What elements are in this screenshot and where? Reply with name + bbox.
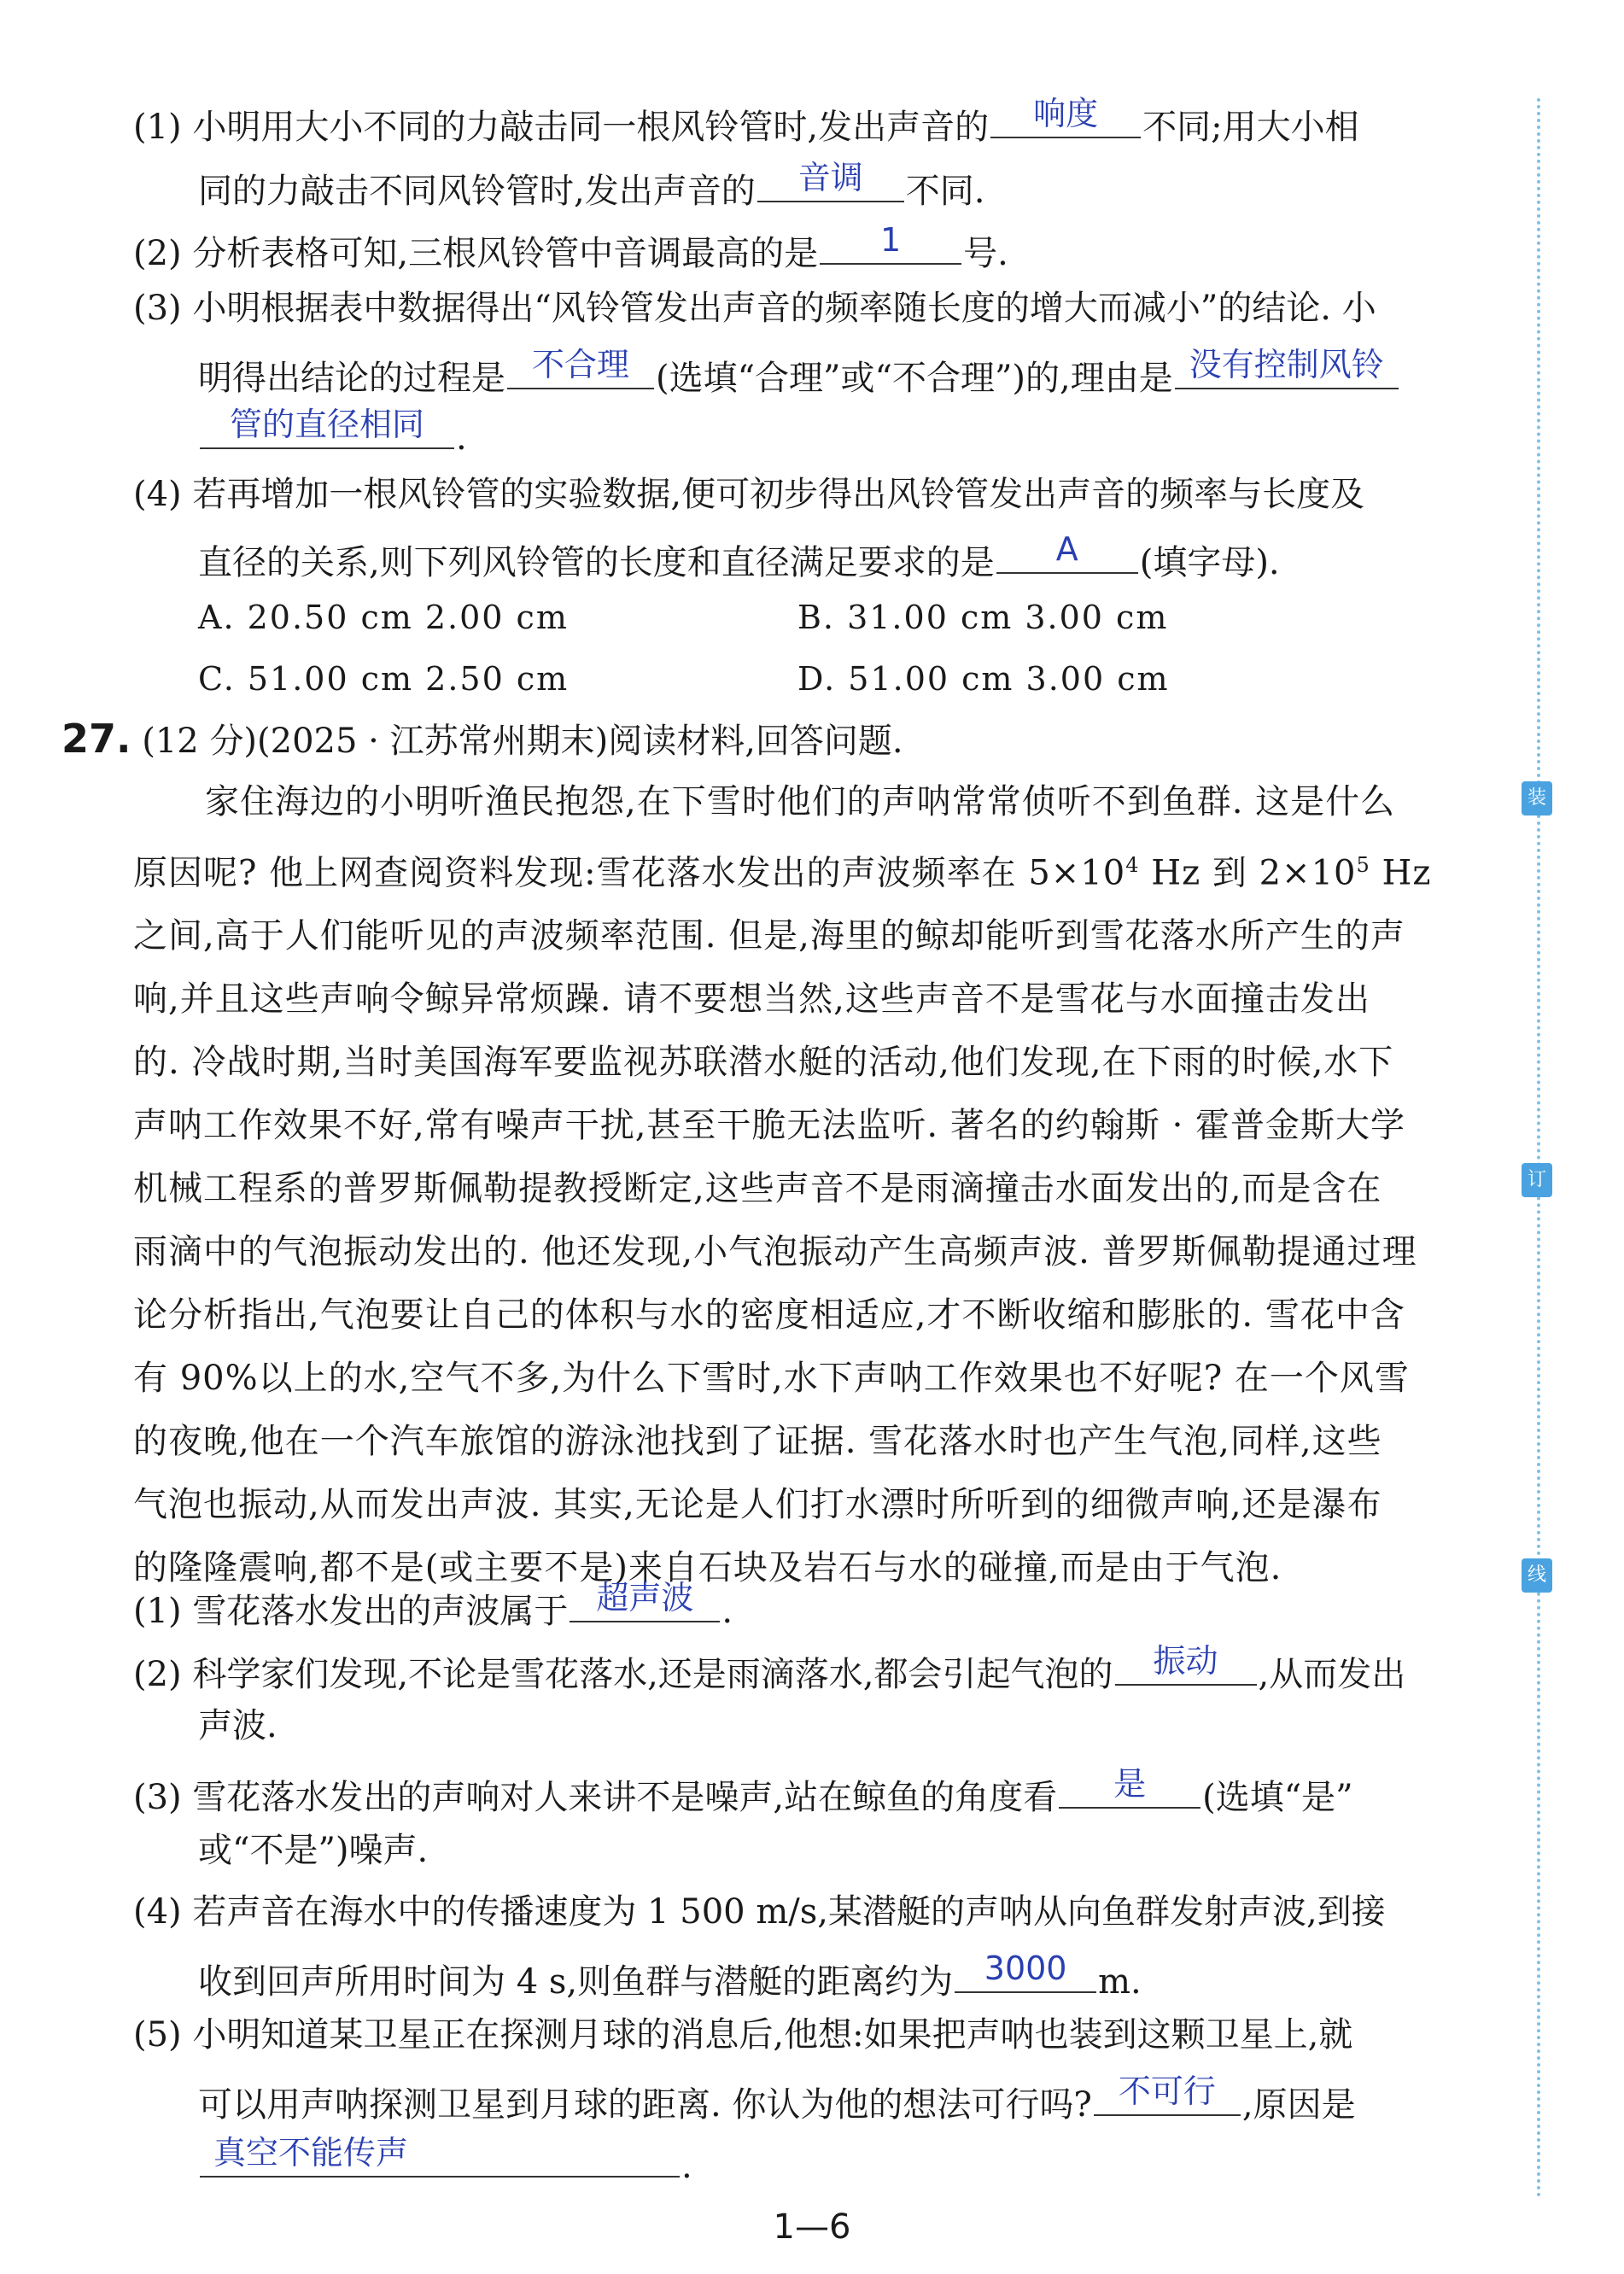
- q26-p1-blank2[interactable]: [757, 158, 904, 202]
- q26-p4-blank[interactable]: [996, 529, 1138, 574]
- q27-s3-line1: [133, 1764, 1353, 1822]
- q27-s2-blank[interactable]: [1115, 1641, 1257, 1686]
- q26-p1-answer1: 响度: [1033, 95, 1099, 132]
- material-line: 有 90%以上的水,空气不多,为什么下雪时,水下声呐工作效果也不好呢? 在一个风雪: [133, 1359, 1410, 1399]
- material-line: 机械工程系的普罗斯佩勒提教授断定,这些声音不是雨滴撞击水面发出的,而是含在: [133, 1169, 1382, 1209]
- q26-p2-text-b: 号.: [963, 234, 1008, 273]
- q27-material: [133, 770, 1499, 1599]
- q26-part4-line1: [133, 470, 1364, 519]
- q27-s1-text: (1) 雪花落水发出的声波属于: [133, 1592, 569, 1631]
- material-line: 的. 冷战时期,当时美国海军要监视苏联潜水艇的活动,他们发现,在下雨的时候,水下: [133, 1043, 1394, 1083]
- q27-s5-text: (5) 小明知道某卫星正在探测月球的消息后,他想:如果把声呐也装到这颗卫星上,就: [133, 2015, 1353, 2055]
- q26-p3-blank2[interactable]: [1175, 345, 1399, 389]
- q26-p1-text-c: 同的力敲击不同风铃管时,发出声音的: [198, 172, 756, 211]
- material-line: 论分析指出,气泡要让自己的体积与水的密度相适应,才不断收缩和膨胀的. 雪花中含: [133, 1295, 1405, 1336]
- q27-s5-blank2[interactable]: [200, 2133, 680, 2178]
- q26-p1-blank1[interactable]: [990, 94, 1141, 138]
- binding-margin-line: [1537, 98, 1540, 2199]
- q27-s3-text: (3) 雪花落水发出的声响对人来讲不是噪声,站在鲸鱼的角度看: [133, 1778, 1058, 1817]
- q27-s5-line1: [133, 2010, 1352, 2060]
- q27-s5-text-d: .: [681, 2147, 692, 2186]
- q26-part1-line2: [198, 158, 984, 216]
- q27-number: 27.: [61, 716, 131, 762]
- q26-part3-line3: [198, 405, 467, 463]
- q27-s3-text-b: (选填“是”: [1202, 1778, 1353, 1817]
- q27-s2-text-c: 声波.: [198, 1706, 277, 1745]
- q27-header: [61, 714, 903, 766]
- q27-s5-blank1[interactable]: [1094, 2072, 1241, 2116]
- binding-tag: 线: [1522, 1558, 1552, 1593]
- q26-part2-line: [133, 220, 1008, 278]
- q26-option-c[interactable]: C. 51.00 cm 2.50 cm: [198, 660, 570, 698]
- q26-option-a[interactable]: A. 20.50 cm 2.00 cm: [198, 599, 569, 636]
- q26-p4-answer: A: [1055, 530, 1078, 568]
- q26-part4-line2: [198, 529, 1280, 587]
- material-line: 雨滴中的气泡振动发出的. 他还发现,小气泡振动产生高频声波. 普罗斯佩勒提通过理: [133, 1232, 1417, 1272]
- binding-tag: 订: [1522, 1163, 1552, 1197]
- q26-p3-text-b: 明得出结论的过程是: [198, 359, 505, 398]
- q26-p1-text-b: 不同;用大小相: [1142, 108, 1359, 147]
- q27-s1-answer: 超声波: [596, 1579, 694, 1616]
- q26-p2-text-a: (2) 分析表格可知,三根风铃管中音调最高的是: [133, 234, 819, 273]
- q27-s3-blank[interactable]: [1059, 1764, 1200, 1809]
- q26-p3-text-a: (3) 小明根据表中数据得出“风铃管发出声音的频率随长度的增大而减小”的结论. 小: [133, 289, 1376, 328]
- q27-s5-text-c: ,原因是: [1241, 2085, 1356, 2125]
- q26-p4-text-c: (填字母).: [1139, 543, 1280, 582]
- material-line: 家住海边的小明听渔民抱怨,在下雪时他们的声呐常常侦听不到鱼群. 这是什么: [205, 782, 1396, 821]
- q27-s2-text: (2) 科学家们发现,不论是雪花落水,还是雨滴落水,都会引起气泡的: [133, 1655, 1113, 1694]
- q26-option-b[interactable]: B. 31.00 cm 3.00 cm: [797, 599, 1169, 636]
- q26-p3-blank1[interactable]: [507, 345, 654, 389]
- q26-p1-text-d: 不同.: [905, 172, 985, 211]
- q27-s3-line2: [198, 1826, 428, 1875]
- material-line: 的隆隆震响,都不是(或主要不是)来自石块及岩石与水的碰撞,而是由于气泡.: [133, 1548, 1282, 1588]
- q26-p4-text-b: 直径的关系,则下列风铃管的长度和直径满足要求的是: [198, 543, 995, 582]
- q27-s1-text-b: .: [721, 1592, 733, 1631]
- q27-header-text: (12 分)(2025 · 江苏常州期末)阅读材料,回答问题.: [142, 722, 903, 761]
- q26-part3-line1: [133, 284, 1376, 333]
- q26-part3-line2: [198, 345, 1400, 403]
- q26-option-d[interactable]: D. 51.00 cm 3.00 cm: [797, 660, 1170, 698]
- q27-s3-answer: 是: [1113, 1765, 1147, 1803]
- q27-s5-line2: [198, 2072, 1356, 2130]
- q26-p3-answer1: 不合理: [531, 346, 629, 383]
- q26-p2-blank[interactable]: [820, 220, 961, 265]
- page-number: 1—6: [773, 2207, 851, 2247]
- q27-s2-answer: 振动: [1153, 1642, 1218, 1680]
- q27-s5-text-b: 可以用声呐探测卫星到月球的距离. 你认为他的想法可行吗?: [198, 2085, 1092, 2125]
- q26-p1-answer2: 音调: [797, 159, 863, 196]
- material-line: 响,并且这些声响令鲸异常烦躁. 请不要想当然,这些声音不是雪花与水面撞击发出: [133, 979, 1370, 1020]
- q26-p3-answer2a: 没有控制风铃: [1189, 346, 1384, 383]
- q27-s1-blank[interactable]: [570, 1578, 720, 1622]
- material-line: 声呐工作效果不好,常有噪声干扰,甚至干脆无法监听. 著名的约翰斯 · 霍普金斯大学: [133, 1106, 1406, 1146]
- q26-p3-blank2-cont[interactable]: [200, 405, 454, 449]
- q27-s5-answer1: 不可行: [1118, 2072, 1216, 2110]
- q27-s4-text: (4) 若声音在海水中的传播速度为 1 500 m/s,某潜艇的声呐从向鱼群发射声波,到接: [133, 1892, 1386, 1932]
- q26-p1-text-a: (1) 小明用大小不同的力敲击同一根风铃管时,发出声音的: [133, 108, 990, 147]
- material-line: 气泡也振动,从而发出声波. 其实,无论是人们打水漂时所听到的细微声响,还是瀑布: [133, 1485, 1382, 1525]
- material-line: 的夜晚,他在一个汽车旅馆的游泳池找到了证据. 雪花落水时也产生气泡,同样,这些: [133, 1422, 1382, 1462]
- q27-s4-text-b: 收到回声所用时间为 4 s,则鱼群与潜艇的距离约为: [198, 1962, 954, 2002]
- q27-s4-line2: [198, 1949, 1142, 2007]
- q27-s2-line1: [133, 1641, 1405, 1699]
- q26-p3-answer2b: 管的直径相同: [229, 406, 424, 443]
- q27-s2-line2: [198, 1701, 277, 1751]
- q27-s3-text-c: 或“不是”)噪声.: [198, 1831, 429, 1870]
- exponent: 4: [1125, 853, 1140, 877]
- q27-s2-text-b: ,从而发出: [1258, 1655, 1406, 1694]
- q27-s4-line1: [133, 1887, 1386, 1937]
- q27-s5-answer2: 真空不能传声: [213, 2134, 409, 2172]
- q27-s4-text-c: m.: [1098, 1962, 1142, 2002]
- exponent: 5: [1356, 853, 1370, 877]
- q27-s4-blank[interactable]: [955, 1949, 1096, 1993]
- q27-s5-line3: [198, 2133, 692, 2191]
- q27-s1-line: [133, 1578, 733, 1636]
- material-line: 原因呢? 他上网查阅资料发现:雪花落水发出的声波频率在 $5\times 10^4$ Hz 到 $2\times 10^5$ Hz: [133, 853, 1432, 893]
- material-line: 之间,高于人们能听见的声波频率范围. 但是,海里的鲸却能听到雪花落水所产生的声: [133, 916, 1405, 956]
- q26-p4-text-a: (4) 若再增加一根风铃管的实验数据,便可初步得出风铃管发出声音的频率与长度及: [133, 475, 1365, 514]
- q26-part1-line1: [133, 94, 1359, 152]
- q26-p3-text-c: (选填“合理”或“不合理”)的,理由是: [656, 359, 1173, 398]
- q27-s4-answer: 3000: [984, 1950, 1067, 1987]
- q26-p3-text-d: .: [456, 418, 467, 458]
- binding-tag: 装: [1522, 781, 1552, 815]
- q26-p2-answer: 1: [880, 221, 902, 259]
